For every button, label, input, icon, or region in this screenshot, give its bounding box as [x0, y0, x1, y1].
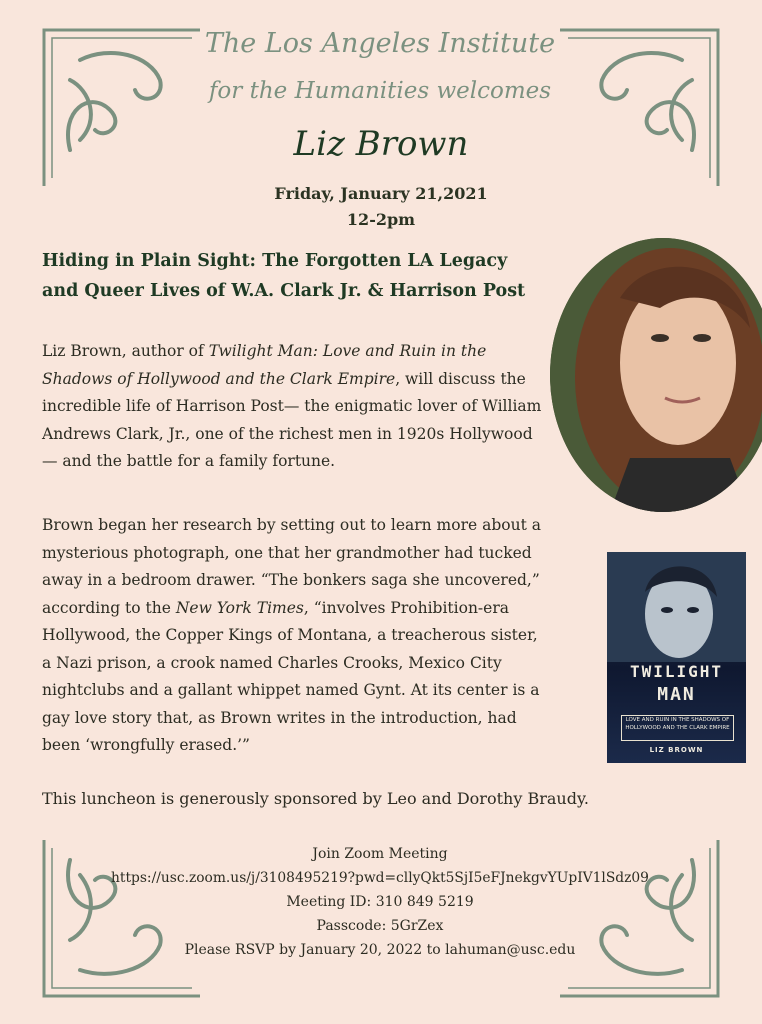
research-text-start: Brown began her research by setting out to learn more about a mysterious photograph, one that her grandmother had tucked away in a bedroom drawer. “The bonkers saga she uncovered,” according to the	[42, 516, 541, 617]
book-cover-title-1: TWILIGHT	[629, 662, 724, 681]
institute-name-line1: The Los Angeles Institute	[204, 28, 556, 59]
institute-name-line2: for the Humanities welcomes	[208, 78, 552, 104]
book-cover-title-2: MAN	[657, 684, 696, 705]
meeting-id: Meeting ID: 310 849 5219	[286, 894, 474, 910]
event-date: Friday, January 21,2021	[274, 184, 488, 203]
talk-title: Hiding in Plain Sight: The Forgotten LA Legacy and Queer Lives of W.A. Clark Jr. & Harrison Post	[42, 251, 526, 301]
book-cover-subtitle: LOVE AND RUIN IN THE SHADOWS OF HOLLYWOOD AND THE CLARK EMPIRE	[621, 715, 734, 741]
paragraph-research	[42, 512, 547, 760]
speaker-name: Liz Brown	[293, 124, 469, 164]
publication-name: New York Times	[175, 598, 304, 617]
intro-text-start: Liz Brown, author of	[42, 342, 209, 360]
author-photo	[550, 238, 762, 512]
event-time: 12-2pm	[346, 210, 416, 229]
zoom-label: Join Zoom Meeting	[312, 846, 448, 862]
book-cover	[607, 552, 746, 763]
sponsor-note: This luncheon is generously sponsored by Leo and Dorothy Braudy.	[42, 789, 589, 808]
research-text-end: , “involves Prohibition-era Hollywood, the Copper Kings of Montana, a treacherous sister, a Nazi prison, a crook named Charles Crooks, Mexico City nightclubs and a gallant whippet named Gynt. At its center is a gay love story that, as Brown writes in the introduction, had been ‘wrongfully erased.’”	[42, 598, 540, 754]
book-title: Twilight Man: Love and Ruin in the Shadows of Hollywood and the Clark Empire	[42, 342, 487, 388]
paragraph-intro	[42, 338, 542, 476]
zoom-link[interactable]: https://usc.zoom.us/j/3108495219?pwd=cllyQkt5SjI5eFJnekgvYUpIV1lSdz09	[111, 870, 649, 886]
passcode: Passcode: 5GrZex	[316, 918, 444, 934]
rsvp-note: Please RSVP by January 20, 2022 to lahuman@usc.edu	[184, 942, 576, 958]
book-cover-author: LIZ BROWN	[649, 746, 704, 754]
intro-text-end: , will discuss the incredible life of Harrison Post— the enigmatic lover of William Andrews Clark, Jr., one of the richest men in 1920s Hollywood — and the battle for a family fortune.	[42, 369, 542, 470]
